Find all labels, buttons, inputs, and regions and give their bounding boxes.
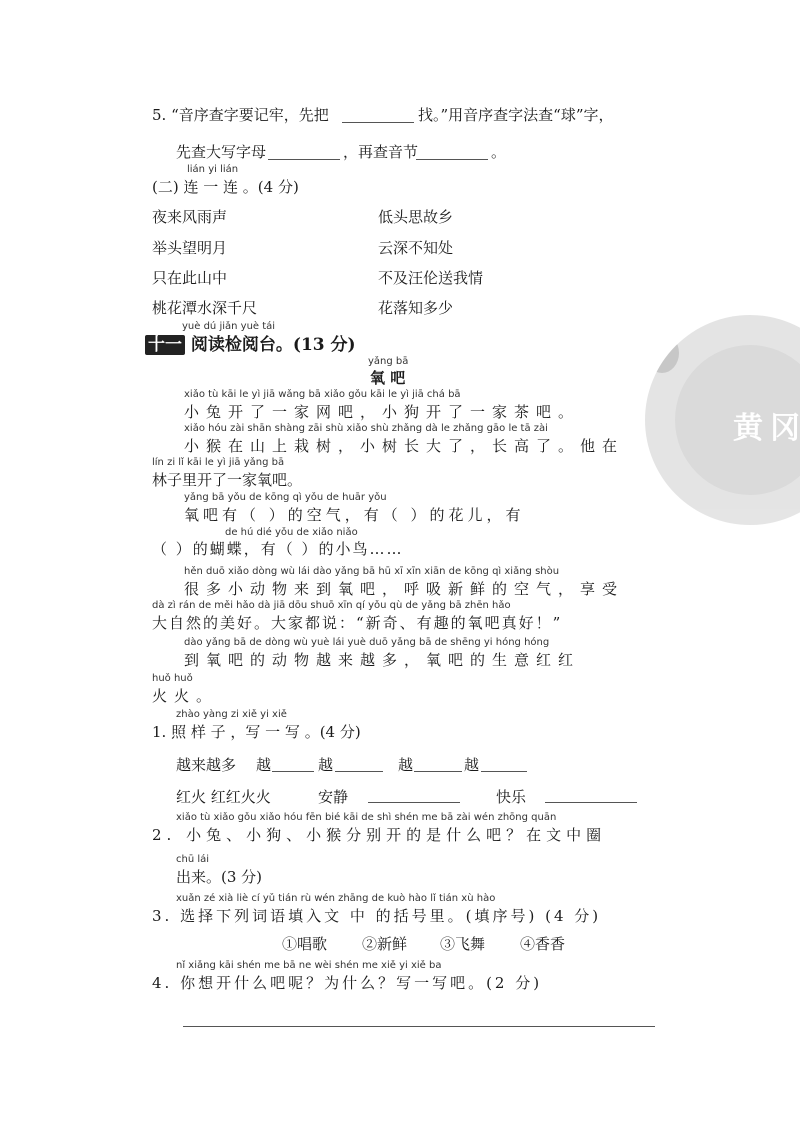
match-left-3[interactable]: 只在此山中: [152, 269, 228, 287]
match-left-1[interactable]: 夜来风雨声: [152, 208, 228, 226]
story-line-3: 林子里开了一家氧吧。: [152, 471, 303, 489]
q1-row2-blank-2[interactable]: [545, 802, 637, 803]
q1-row1-blank-2[interactable]: [335, 771, 383, 772]
q1-row1-yue-2: 越: [318, 756, 334, 774]
q1-row1-yue-1: 越: [256, 756, 272, 774]
story-line-8: 到氧吧的动物越来越多，氧吧的生意红红: [184, 651, 581, 669]
section11-header: [145, 330, 356, 355]
q1-row1-blank-4[interactable]: [481, 771, 527, 772]
story-line-2: 小猴在山上栽树，小树长大了，长高了。他在: [184, 437, 625, 455]
seal-char-1: 黄: [733, 411, 763, 446]
seal-char-2: 冈: [770, 411, 800, 446]
match-right-4[interactable]: 花落知多少: [378, 299, 454, 317]
q5-blank-1[interactable]: [342, 122, 414, 123]
q3-option-2: ②新鲜: [362, 935, 408, 953]
story-line-5-pinyin: de hú dié yǒu de xiǎo niǎo: [225, 527, 358, 538]
q5-line2-b: ，再查音节: [343, 143, 419, 161]
q3-pinyin: xuǎn zé xià liè cí yǔ tián rù wén zhāng de kuò hào lǐ tián xù hào: [176, 893, 496, 904]
q5-line2-a: 先查大写字母: [176, 143, 267, 161]
story-line-8-pinyin: dào yǎng bā de dòng wù yuè lái yuè duō yǎng bā de shēng yi hóng hóng: [184, 637, 550, 648]
story-line-7: 大自然的美好。大家都说：“新奇、有趣的氧吧真好！”: [152, 614, 563, 632]
q1-row2-word-2: 快乐: [496, 788, 527, 806]
q5-blank-3[interactable]: [416, 159, 488, 160]
q3-text: 3. 选择下列词语填入文 中 的括号里。(填序号) (4 分): [152, 907, 602, 925]
q1-row2-example: 红火 红红火火: [176, 788, 271, 806]
q1-row1-blank-1[interactable]: [272, 771, 314, 772]
q2-text: 2. 小兔、小狗、小猴分别开的是什么吧？在文中圈: [152, 826, 607, 844]
story-title: 氧 吧: [370, 369, 406, 387]
story-line-4-pinyin: yǎng bā yǒu de kōng qì yǒu de huār yǒu: [184, 492, 387, 503]
part2-pinyin: lián yi lián: [187, 164, 239, 175]
story-line-6: 很多小动物来到氧吧，呼吸新鲜的空气，享受: [184, 580, 625, 598]
q2-pinyin: xiǎo tù xiǎo gǒu xiǎo hóu fēn bié kāi de shì shén me bā zài wén zhōng quān: [176, 812, 557, 823]
q3-option-1: ①唱歌: [282, 935, 328, 953]
q5-line2-c: 。: [491, 143, 507, 161]
match-right-2[interactable]: 云深不知处: [378, 239, 454, 257]
q2-pinyin-2: chū lái: [176, 854, 210, 865]
q1-row2-blank-1[interactable]: [368, 802, 460, 803]
q4-text: 4. 你想开什么吧呢？为什么？写一写吧。(2 分): [152, 974, 543, 992]
section11-title: 阅读检阅台。(13 分): [190, 335, 356, 355]
story-line-6-pinyin: hěn duō xiǎo dòng wù lái dào yǎng bā hū xī xīn xiān de kōng qì xiǎng shòu: [184, 566, 560, 577]
section11-number: 十一: [145, 335, 185, 355]
q4-pinyin: nǐ xiǎng kāi shén me bā ne wèi shén me xiě yi xiě ba: [176, 960, 442, 971]
story-line-3-pinyin: lín zi lǐ kāi le yì jiā yǎng bā: [152, 457, 285, 468]
q3-option-3: ③飞舞: [440, 935, 486, 953]
story-line-2-pinyin: xiǎo hóu zài shān shàng zāi shù xiǎo shù zhǎng dà le zhǎng gāo le tā zài: [184, 423, 548, 434]
q4-answer-line[interactable]: [183, 1026, 655, 1027]
q1-row1-yue-3: 越: [398, 756, 414, 774]
q2-text-2: 出来。(3 分): [176, 868, 263, 886]
q1-row1-yue-4: 越: [464, 756, 480, 774]
q5-blank-2[interactable]: [268, 159, 340, 160]
q1-pinyin: zhào yàng zi xiě yi xiě: [176, 709, 287, 720]
story-line-7-pinyin: dà zì rán de měi hǎo dà jiā dōu shuō xīn qí yǒu qù de yǎng bā zhēn hǎo: [152, 600, 511, 611]
story-line-5: （ ）的蝴蝶，有（ ）的小鸟……: [152, 540, 404, 558]
q1-row1-example: 越来越多: [176, 756, 237, 774]
match-left-4[interactable]: 桃花潭水深千尺: [152, 299, 258, 317]
section11-pinyin: yuè dú jiǎn yuè tái: [182, 321, 276, 332]
mascot-head-icon: [645, 333, 679, 373]
q1-title: 1. 照 样 子 ，写 一 写 。(4 分): [152, 723, 361, 741]
q1-row1-blank-3[interactable]: [414, 771, 462, 772]
q5-line1-a: 5. “音序查字要记牢，先把: [152, 106, 329, 124]
story-line-4: 氧吧有（ ）的空气，有（ ）的花儿，有: [184, 506, 525, 524]
story-title-pinyin: yǎng bā: [368, 356, 409, 367]
story-line-1-pinyin: xiǎo tù kāi le yì jiā wǎng bā xiǎo gǒu kāi le yì jiā chá bā: [184, 389, 461, 400]
match-left-2[interactable]: 举头望明月: [152, 239, 228, 257]
watermark-seal: [645, 315, 800, 525]
story-line-1: 小兔开了一家网吧，小狗开了一家茶吧。: [184, 403, 581, 421]
q3-option-4: ④香香: [520, 935, 566, 953]
part2-title: (二) 连 一 连 。(4 分): [152, 178, 299, 196]
story-line-9: 火火。: [152, 687, 219, 705]
match-right-1[interactable]: 低头思故乡: [378, 208, 454, 226]
story-line-9-pinyin: huǒ huǒ: [152, 673, 193, 684]
match-right-3[interactable]: 不及汪伦送我情: [378, 269, 484, 287]
q1-row2-word-1: 安静: [318, 788, 349, 806]
q5-line1-b: 找。”用音序查字法查“球”字，: [418, 106, 614, 124]
